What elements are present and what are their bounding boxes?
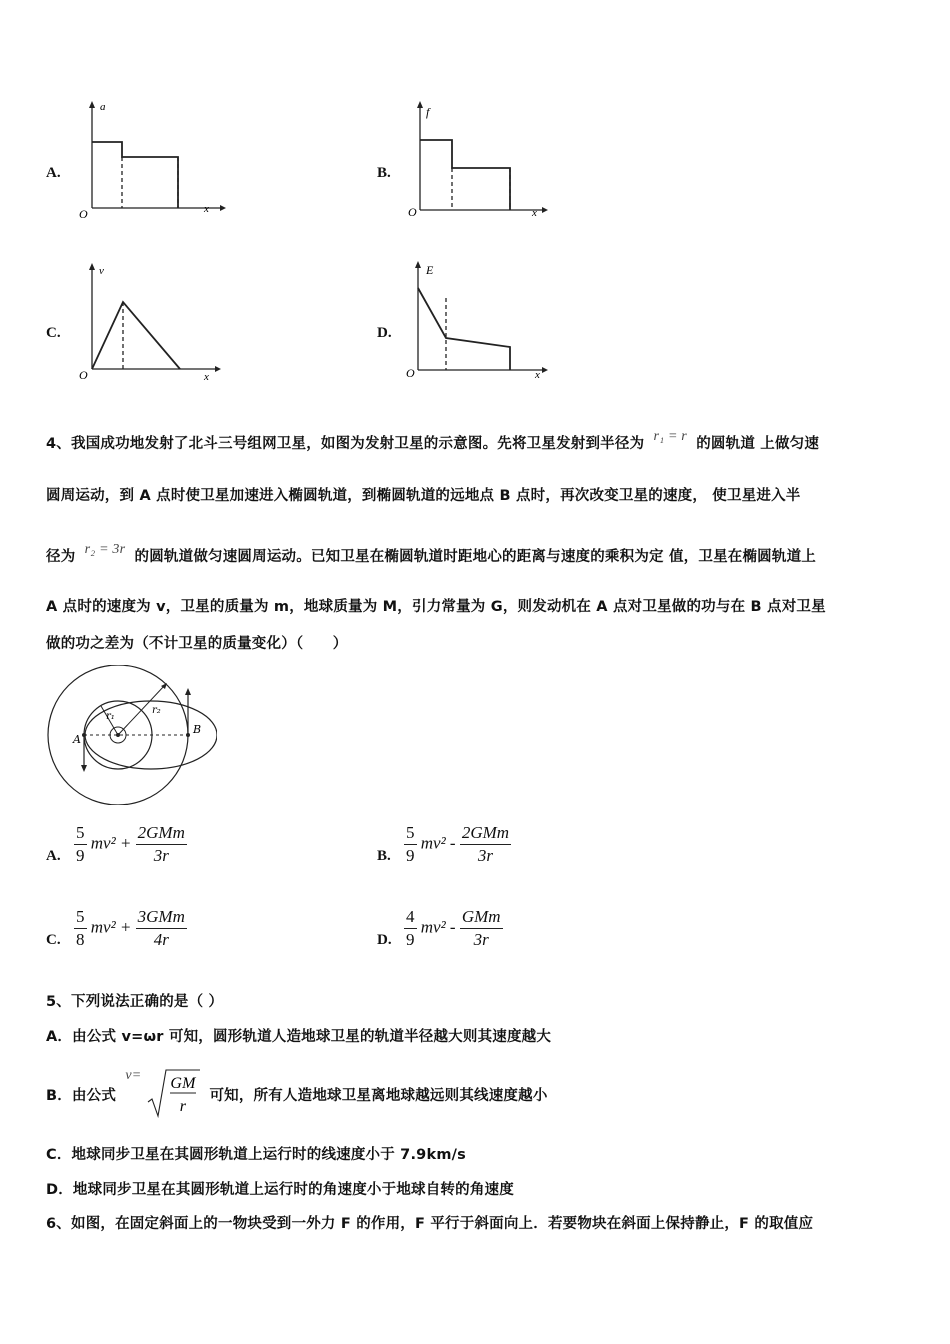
q5-option-d[interactable]: D．地球同步卫星在其圆形轨道上运行时的角速度小于地球自转的角速度 [46,1182,514,1198]
q5-b-formula-den: r [179,1098,187,1115]
q6-line-1: 6、如图，在固定斜面上的一物块受到一外力 F 的作用，F 平行于斜面向上．若要物块在斜面上保持静止，F 的取值应 [46,1216,814,1232]
q5-option-c[interactable]: C．地球同步卫星在其圆形轨道上运行时的线速度小于 7.9km/s [46,1147,466,1163]
q3-graph-d [400,258,560,383]
q3-option-a-label: A. [46,165,61,181]
q5-b-formula: v= GM r [125,1068,200,1118]
q3-c-x-label: x [204,371,209,383]
q3-option-b-label: B. [377,165,391,181]
q3-option-c-label: C. [46,325,61,341]
q3-d-x-label: x [535,369,540,381]
q5-stem: 5、下列说法正确的是（ ） [46,994,224,1010]
q4-r2-formula: r₂ = 3r [84,542,126,557]
q3-c-origin: O [79,368,88,382]
q5-b-formula-num: GM [170,1075,196,1092]
q4-line-3: 径为 r₂ = 3r 的圆轨道做匀速圆周运动。已知卫星在椭圆轨道时距地心的距离与速度的乘积为定 值，卫星在椭圆轨道上 [46,542,816,565]
q4-diagram-a: A [73,733,81,746]
q4-option-a[interactable]: $\frac{5}{9}$ mv² + $\frac{\text{2GMm}}{3r}$ [76,823,185,865]
q4-option-b[interactable]: $\frac{5}{9}$ mv² - $\frac{\text{2GMm}}{3r}$ [406,823,510,865]
q4-line-4: A 点时的速度为 v，卫星的质量为 m，地球质量为 M，引力常量为 G，则发动机在 A 点对卫星做的功与在 B 点对卫星 [46,599,826,615]
q3-c-y-label: v [99,265,104,277]
q3-b-origin: O [408,205,417,219]
q4-option-d-label: D. [377,932,392,948]
q3-b-x-label: x [532,207,537,219]
q3-graph-b [400,98,560,223]
q4-r1-formula: r₁ = r [653,429,687,444]
q4-orbit-diagram [42,665,217,805]
q4-diagram-r2: r₂ [152,705,161,716]
q4-line-5: 做的功之差为（不计卫星的质量变化）（ ） [46,636,348,652]
q3-a-origin: O [79,207,88,221]
q5-option-b[interactable]: B．由公式 v= GM r 可知，所有人造地球卫星离地球越远则其线速度越小 [46,1060,548,1110]
q3-a-y-label: a [100,101,106,113]
q3-d-y-label: E [426,263,434,277]
q3-b-y-label: f [426,105,430,119]
q3-option-d-label: D. [377,325,392,341]
q3-graph-c [70,260,230,385]
q3-a-x-label: x [204,203,209,215]
q4-diagram-r1: r₁ [106,711,115,722]
q3-graph-a [70,98,230,223]
q3-d-origin: O [406,366,415,380]
q4-option-d[interactable]: $\frac{4}{9}$ mv² - $\frac{\text{GMm}}{3r}$ [406,907,501,949]
q4-option-b-label: B. [377,848,391,864]
q4-option-c[interactable]: $\frac{5}{8}$ mv² + $\frac{\text{3GMm}}{4r}$ [76,907,185,949]
q5-option-a[interactable]: A．由公式 v=ωr 可知，圆形轨道人造地球卫星的轨道半径越大则其速度越大 [46,1029,552,1045]
q4-option-a-label: A. [46,848,61,864]
q4-diagram-b: B [193,723,202,736]
q4-line-2: 圆周运动，到 A 点时使卫星加速进入椭圆轨道，到椭圆轨道的远地点 B 点时，再次改变卫星的速度， 使卫星进入半 [46,488,801,504]
q4-option-c-label: C. [46,932,61,948]
q4-line-1: 4、我国成功地发射了北斗三号组网卫星，如图为发射卫星的示意图。先将卫星发射到半径为 r₁ = r 的圆轨道 上做匀速 [46,429,820,452]
